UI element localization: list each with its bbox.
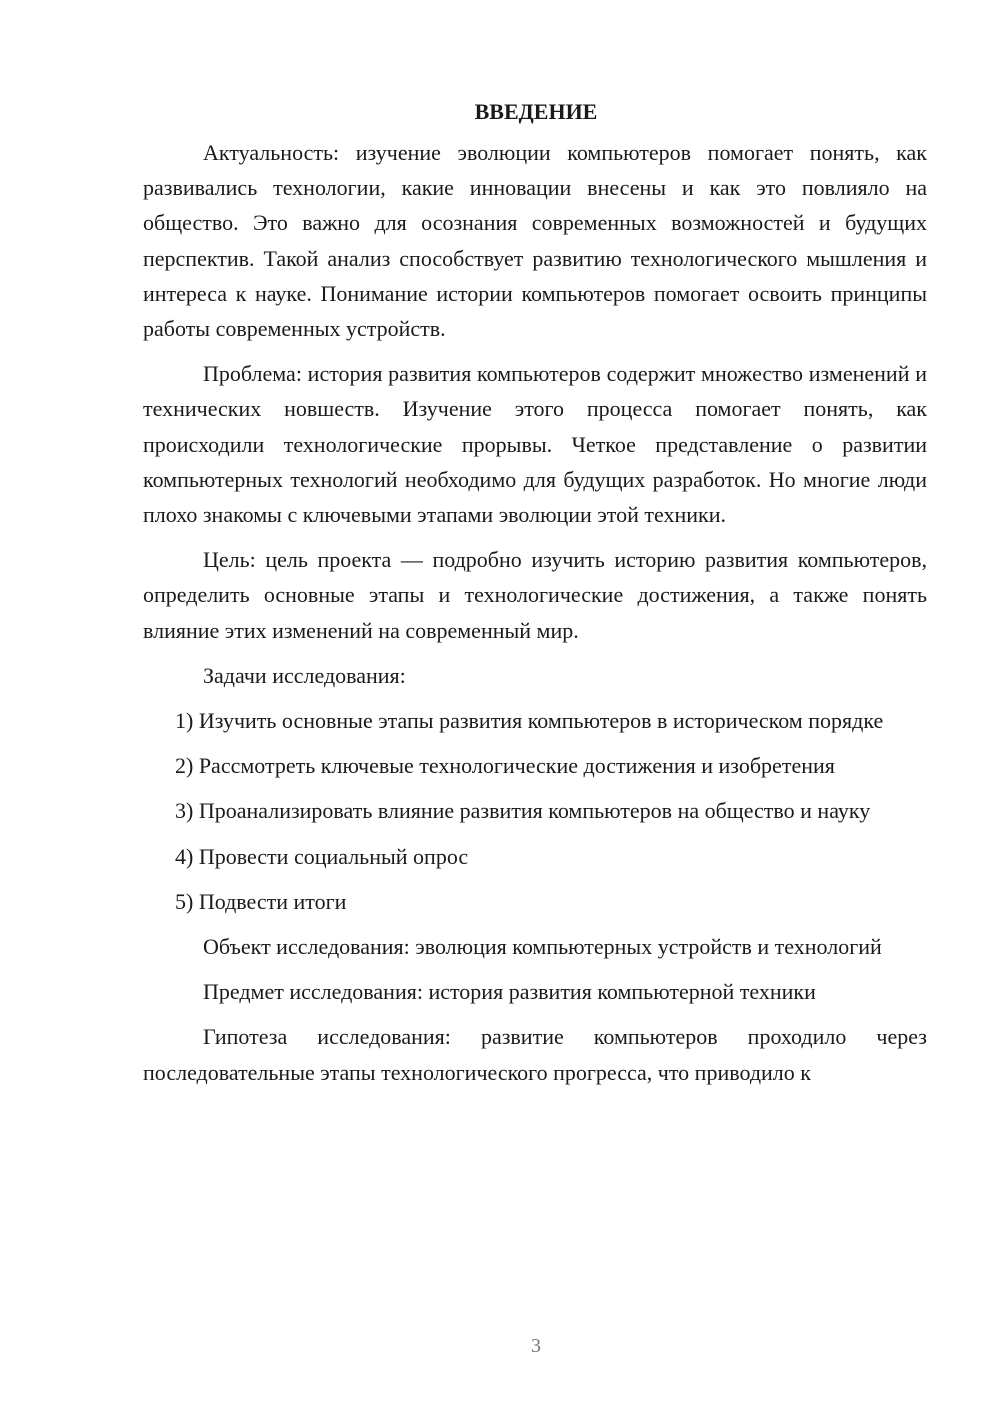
hypothesis-paragraph: Гипотеза исследования: развитие компьютеров проходило через последовательные этапы технологического прогресса, что приводило к [143, 1024, 927, 1085]
section-title: ВВЕДЕНИЕ [474, 99, 598, 124]
goal-paragraph: Цель: цель проекта — подробно изучить историю развития компьютеров, определить основные этапы и технологические достижения, а также понять влияние этих изменений на современный мир. [143, 547, 927, 643]
task-item-4: 4) Провести социальный опрос [175, 843, 469, 869]
document-body [143, 94, 927, 1100]
tasks-heading: Задачи исследования: [203, 662, 406, 688]
object-paragraph: Объект исследования: эволюция компьютерных устройств и технологий [203, 934, 882, 960]
task-item-2: 2) Рассмотреть ключевые технологические достижения и изобретения [175, 753, 835, 779]
task-item-1: 1) Изучить основные этапы развития компьютеров в историческом порядке [175, 708, 884, 734]
subject-paragraph: Предмет исследования: история развития компьютерной техники [203, 979, 816, 1005]
problem-paragraph: Проблема: история развития компьютеров содержит множество изменений и технических новшеств. Изучение этого процесса помогает понять, как происходили технологические прорывы. Четкое представление о развитии компьютерных технологий необходимо для будущих разработок. Но многие люди плохо знакомы с ключевыми этапами эволюции этой техники. [143, 361, 927, 528]
task-item-5: 5) Подвести итоги [175, 888, 347, 914]
task-item-3: 3) Проанализировать влияние развития компьютеров на общество и науку [175, 798, 871, 824]
page-number: 3 [531, 1335, 541, 1357]
relevance-paragraph: Актуальность: изучение эволюции компьютеров помогает понять, как развивались технологии, какие инновации внесены и как это повлияло на общество. Это важно для осознания современных возможностей и будущих перспектив. Такой анализ способствует развитию технологического мышления и интереса к науке. Понимание истории компьютеров помогает освоить принципы работы современных устройств. [143, 140, 927, 342]
